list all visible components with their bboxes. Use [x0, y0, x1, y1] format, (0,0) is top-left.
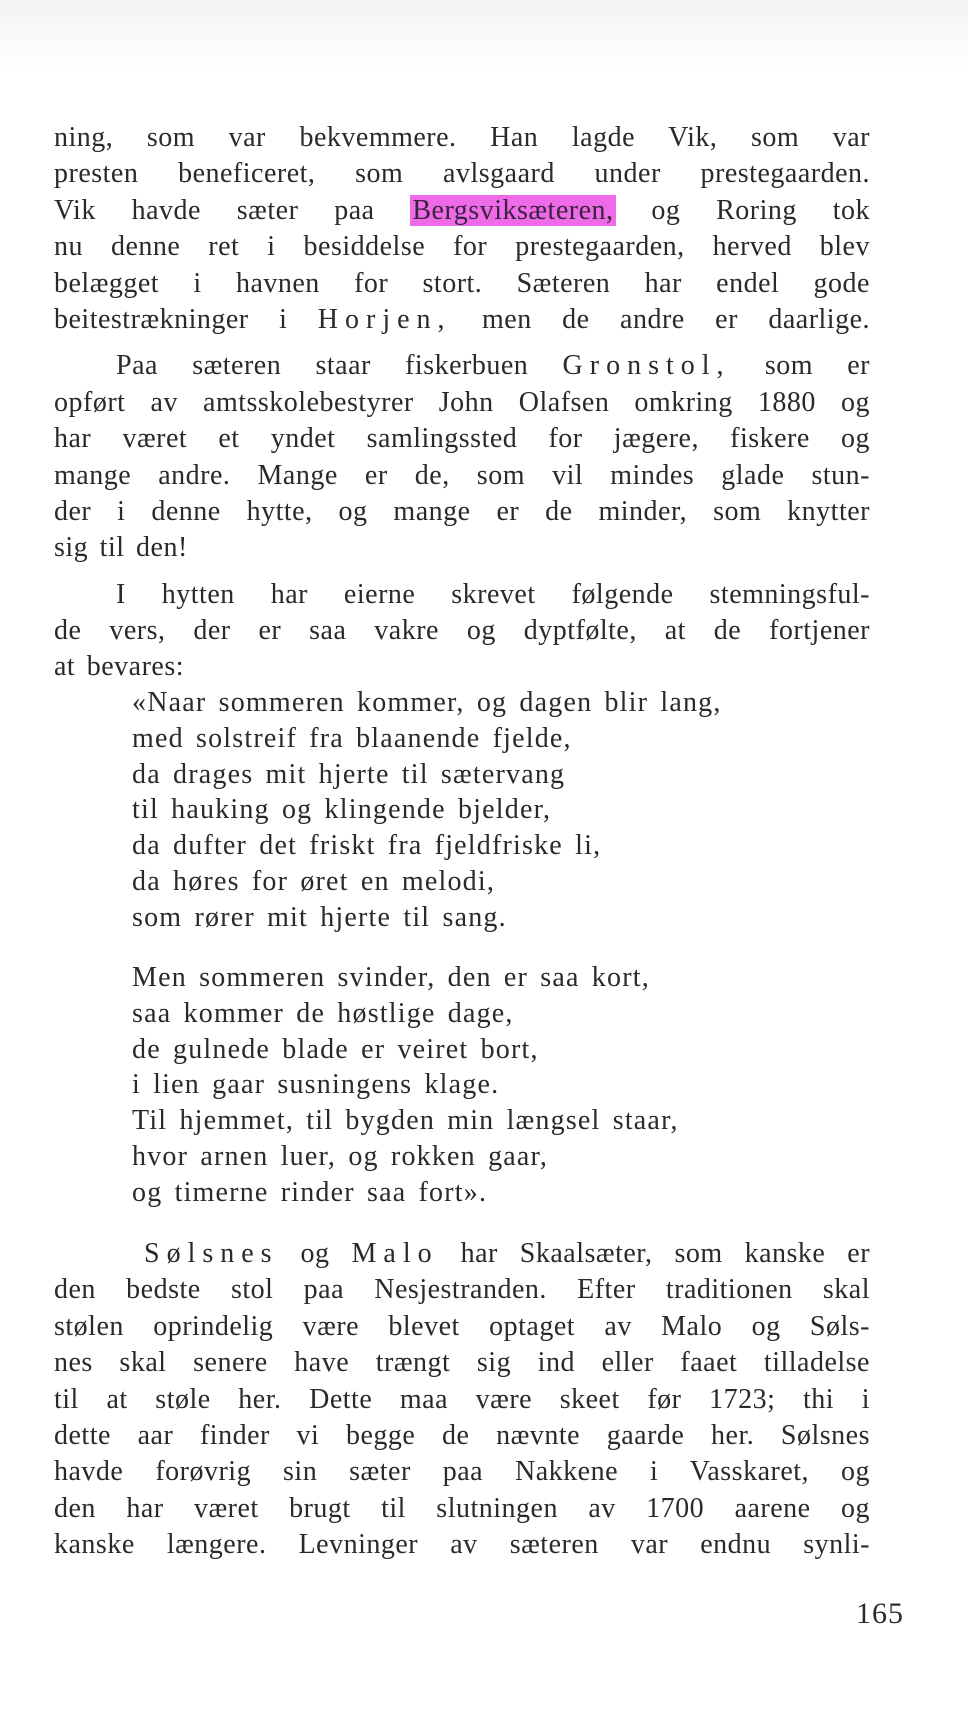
text-line: har været et yndet samlingssted for jægere, fiskere og	[54, 423, 870, 455]
text-line: den bedste stol paa Nesjestranden. Efter traditionen skal	[54, 1274, 870, 1306]
poem-line: hvor arnen luer, og rokken gaar,	[132, 1140, 549, 1172]
text-line	[54, 1236, 870, 1272]
spaced-name: Sølsnes	[144, 1238, 279, 1269]
poem-line: da dufter det friskt fra fjeldfriske li,	[132, 830, 602, 862]
spaced-name: Horjen,	[317, 303, 452, 335]
text-line: havde forøvrig sin sæter paa Nakkene i Vasskaret, og	[54, 1456, 870, 1488]
poem-stanza-1	[132, 685, 832, 936]
text-segment: som er	[764, 350, 871, 382]
text-line: at bevares:	[54, 651, 184, 683]
text-line: dette aar finder vi begge de nævnte gaarde her. Sølsnes	[54, 1419, 870, 1451]
text-segment: og	[300, 1238, 330, 1269]
text-line: ning, som var bekvemmere. Han lagde Vik, som var	[54, 122, 870, 153]
text-line: nes skal senere have trængt sig ind eller faaet tilladelse	[54, 1347, 870, 1379]
poem-stanza-2	[132, 960, 832, 1211]
text-line: opført av amtsskolebestyrer John Olafsen omkring 1880 og	[54, 386, 870, 418]
poem-line: da høres for øret en melodi,	[132, 865, 496, 897]
text-segment: har Skaalsæter, som kanske er	[460, 1238, 871, 1269]
text-segment: Paa sæteren staar fiskerbuen	[116, 350, 529, 382]
spaced-name: Gronstol,	[562, 350, 731, 382]
poem-line: Men sommeren svinder, den er saa kort,	[132, 962, 650, 993]
poem-line: da drages mit hjerte til sætervang	[132, 758, 566, 790]
text-segment: men de andre er daarlige.	[482, 303, 871, 335]
text-line: sig til den!	[54, 532, 188, 564]
text-line: kanske længere. Levninger av sæteren var endnu synli-	[54, 1529, 870, 1561]
highlighted-term: Bergsviksæteren,	[412, 194, 614, 226]
text-line: I hytten har eierne skrevet følgende stemningsful-	[116, 578, 870, 610]
text-segment: og Roring tok	[651, 194, 871, 226]
poem-line: de gulnede blade er veiret bort,	[132, 1033, 539, 1065]
poem-line: som rører mit hjerte til sang.	[132, 901, 507, 933]
text-line: der i denne hytte, og mange er de minder, som knytter	[54, 495, 870, 527]
body-text	[54, 120, 870, 686]
poem-line: saa kommer de høstlige dage,	[132, 997, 514, 1029]
scan-shadow	[0, 0, 968, 70]
text-line	[54, 302, 870, 338]
text-line: mange andre. Mange er de, som vil mindes glade stun-	[54, 459, 870, 491]
text-line: den har været brugt til slutningen av 1700 aarene og	[54, 1492, 870, 1524]
text-segment: Vik havde sæter paa	[54, 194, 375, 226]
text-segment: beitestrækninger i	[54, 303, 288, 335]
page-number: 165	[856, 1597, 904, 1630]
poem-line: med solstreif fra blaanende fjelde,	[132, 722, 572, 754]
body-text-continued	[54, 1236, 870, 1564]
poem-line: til hauking og klingende bjelder,	[132, 794, 552, 826]
poem-line: Til hjemmet, til bygden min længsel staar,	[132, 1105, 679, 1137]
poem-line: «Naar sommeren kommer, og dagen blir lang,	[132, 687, 722, 718]
text-line: stølen oprindelig være blevet optaget av Malo og Søls-	[54, 1310, 870, 1342]
spaced-name: Malo	[351, 1238, 439, 1269]
text-line: nu denne ret i besiddelse for prestegaarden, herved blev	[54, 231, 870, 263]
text-line: til at støle her. Dette maa være skeet før 1723; thi i	[54, 1383, 870, 1415]
text-line: de vers, der er saa vakre og dyptfølte, at de fortjener	[54, 615, 870, 647]
text-line: belægget i havnen for stort. Sæteren har endel gode	[54, 267, 870, 299]
text-line	[54, 193, 870, 229]
poem-line: i lien gaar susningens klage.	[132, 1069, 500, 1101]
text-line: presten beneficeret, som avlsgaard under prestegaarden.	[54, 158, 870, 190]
text-line	[54, 348, 870, 384]
poem-line: og timerne rinder saa fort».	[132, 1176, 488, 1208]
